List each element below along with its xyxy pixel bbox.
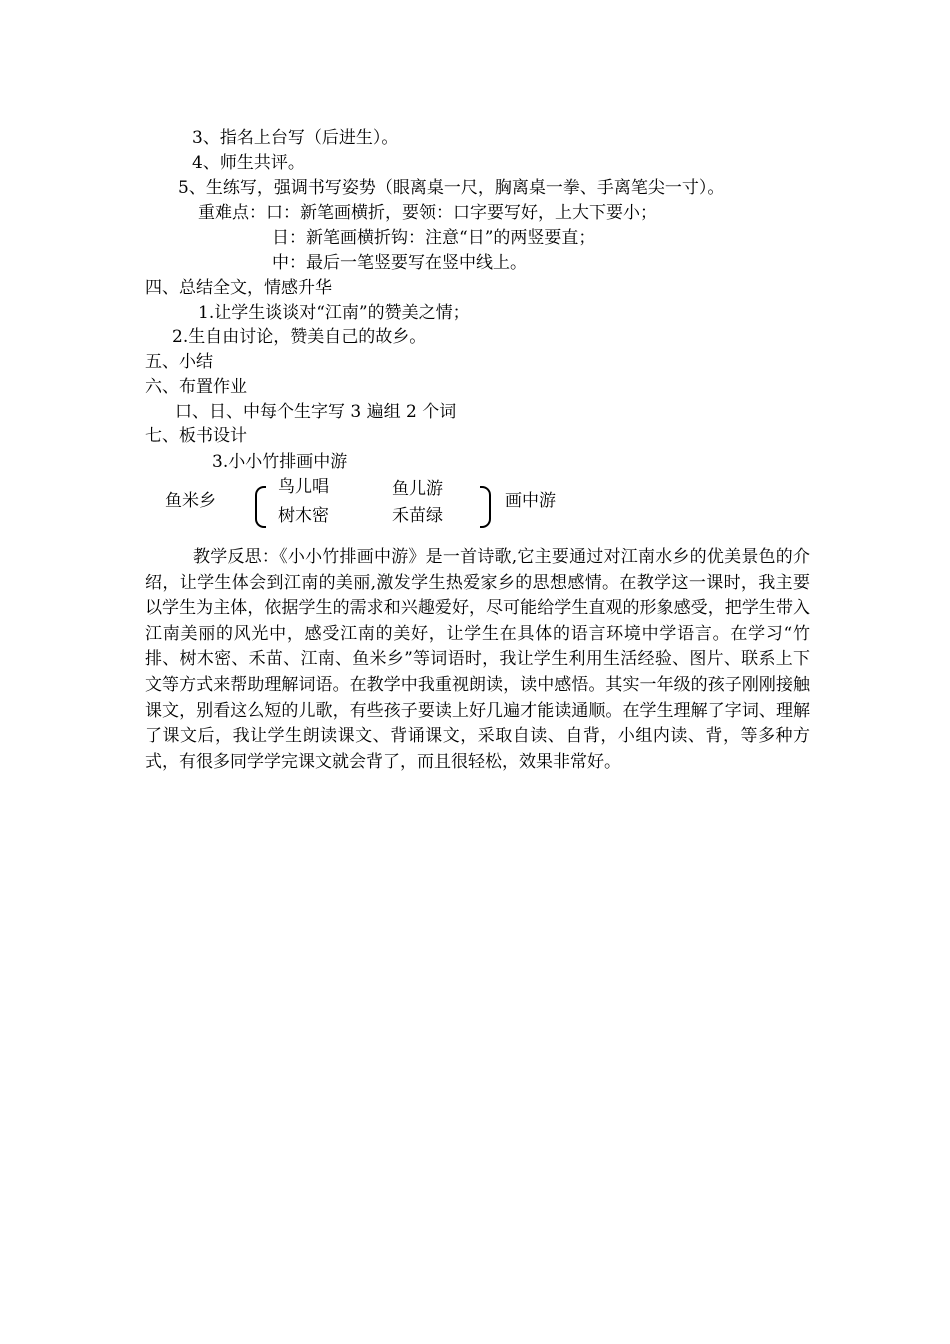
- board-word: 禾苗绿: [392, 506, 443, 526]
- key-point-line-2: 日：新笔画横折钩：注意“日”的两竖要直；: [272, 228, 596, 248]
- board-word: 鸟儿唱: [278, 477, 329, 497]
- step-5: 5、生练写，强调书写姿势（眼离桌一尺，胸离桌一拳、手离笔尖一寸）。: [178, 178, 725, 198]
- section-4-item-2: 2.生自由讨论，赞美自己的故乡。: [172, 327, 427, 347]
- section-4-heading: 四、总结全文，情感升华: [145, 278, 332, 298]
- teaching-reflection: 教学反思：《小小竹排画中游》是一首诗歌,它主要通过对江南水乡的优美景色的介绍，让学生体会到江南的美丽,激发学生热爱家乡的思想感情。在教学这一课时，我主要以学生为主体，依据学生的需求和兴趣爱好，尽可能给学生直观的形象感受，把学生带入江南美丽的风光中，感受江南的美好，让学生在具体的语言环境中学语言。在学习“竹排、树木密、禾苗、江南、鱼米乡”等词语时，我让学生利用生活经验、图片、联系上下文等方式来帮助理解词语。在教学中我重视朗读，读中感悟。其实一年级的孩子刚刚接触课文，别看这么短的儿歌，有些孩子要读上好几遍才能读通顺。在学生理解了字词、理解了课文后，我让学生朗读课文、背诵课文，采取自读、自背，小组内读、背，等多种方式，有很多同学学完课文就会背了，而且很轻松，效果非常好。: [145, 547, 810, 772]
- step-3: 3、指名上台写（后进生）。: [192, 128, 399, 148]
- key-point-line-3: 中：最后一笔竖要写在竖中线上。: [272, 253, 527, 273]
- right-brace: [480, 486, 491, 528]
- section-6-heading: 六、布置作业: [145, 377, 247, 397]
- board-left-label: 鱼米乡: [165, 491, 216, 511]
- board-word: 树木密: [278, 506, 329, 526]
- board-word: 鱼儿游: [392, 479, 443, 499]
- section-6-content: 口、日、中每个生字写 3 遍组 2 个词: [175, 402, 457, 422]
- board-right-label: 画中游: [505, 491, 556, 511]
- key-point-line-1: 重难点：口：新笔画横折，要领：口字要写好，上大下要小；: [198, 203, 657, 223]
- section-4-item-1: 1.让学生谈谈对“江南”的赞美之情；: [198, 303, 470, 323]
- left-brace: [255, 486, 266, 528]
- section-5-heading: 五、小结: [145, 352, 213, 372]
- section-7-heading: 七、板书设计: [145, 426, 247, 446]
- board-title: 3.小小竹排画中游: [212, 452, 348, 472]
- step-4: 4、师生共评。: [192, 153, 305, 173]
